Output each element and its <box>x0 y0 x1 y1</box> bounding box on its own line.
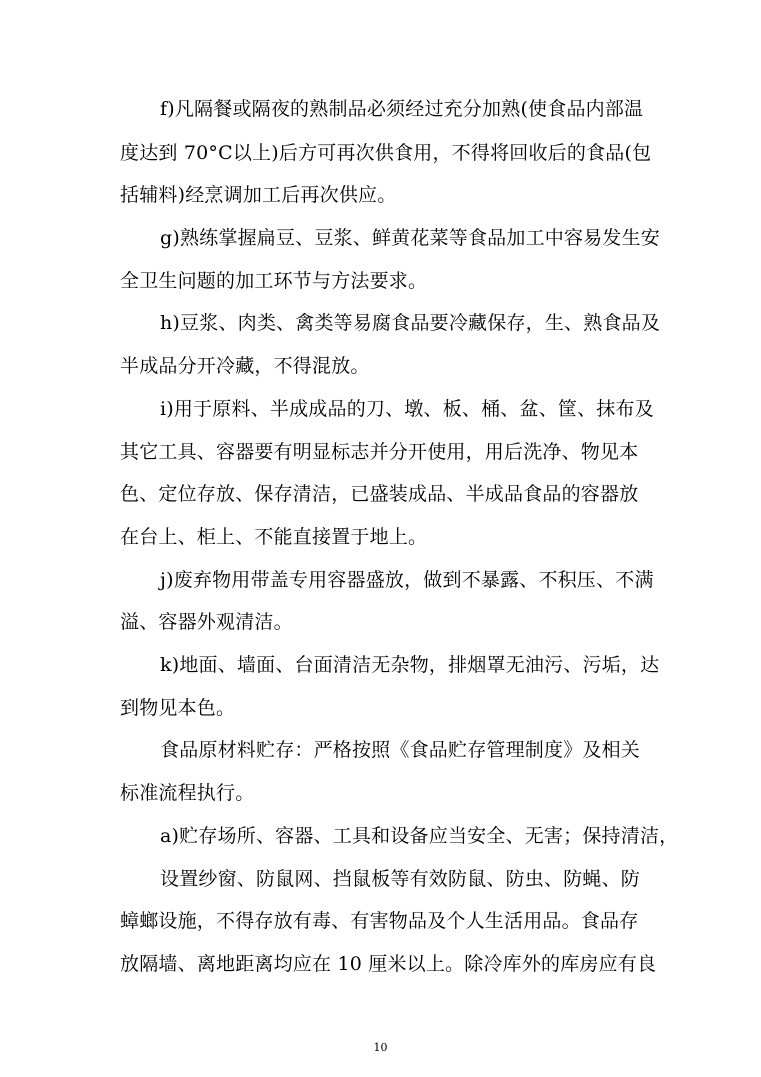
text-line: 其它工具、容器要有明显标志并分开使用，用后洗净、物见本 <box>120 441 639 463</box>
text-line: k)地面、墙面、台面清洁无杂物，排烟罩无油污、污垢，达 <box>160 654 660 676</box>
text-line: 半成品分开冷藏，不得混放。 <box>120 355 370 377</box>
text-line: 放隔墙、离地距离均应在 10 厘米以上。除冷库外的库房应有良 <box>120 953 657 975</box>
text-line: 色、定位存放、保存清洁，已盛装成品、半成品食品的容器放 <box>120 483 639 505</box>
text-line: f)凡隔餐或隔夜的熟制品必须经过充分加熟(使食品内部温 <box>160 98 644 120</box>
text-line: 食品原材料贮存：严格按照《食品贮存管理制度》及相关 <box>160 739 641 761</box>
text-line: 到物见本色。 <box>120 697 236 719</box>
text-line: j)废弃物用带盖专用容器盛放，做到不暴露、不积压、不满 <box>160 569 654 591</box>
text-line: 蟑螂设施，不得存放有毒、有害物品及个人生活用品。食品存 <box>120 910 639 932</box>
text-line: 设置纱窗、防鼠网、挡鼠板等有效防鼠、防虫、防蝇、防 <box>160 868 641 890</box>
text-line: i)用于原料、半成成品的刀、墩、板、桶、盆、筐、抹布及 <box>160 398 654 420</box>
text-line: 标准流程执行。 <box>120 782 255 804</box>
text-line: 溢、容器外观清洁。 <box>120 611 293 633</box>
text-line: a)贮存场所、容器、工具和设备应当安全、无害；保持清洁， <box>160 825 679 847</box>
text-line: g)熟练掌握扁豆、豆浆、鲜黄花菜等食品加工中容易发生安 <box>160 227 660 249</box>
text-line: h)豆浆、肉类、禽类等易腐食品要冷藏保存，生、熟食品及 <box>160 312 661 334</box>
text-line: 度达到 70°C以上)后方可再次供食用，不得将回收后的食品(包 <box>120 142 652 164</box>
text-line: 括辅料)经烹调加工后再次供应。 <box>120 184 397 206</box>
text-line: 全卫生问题的加工环节与方法要求。 <box>120 270 428 292</box>
page-number: 10 <box>373 1041 388 1054</box>
text-line: 在台上、柜上、不能直接置于地上。 <box>120 526 428 548</box>
